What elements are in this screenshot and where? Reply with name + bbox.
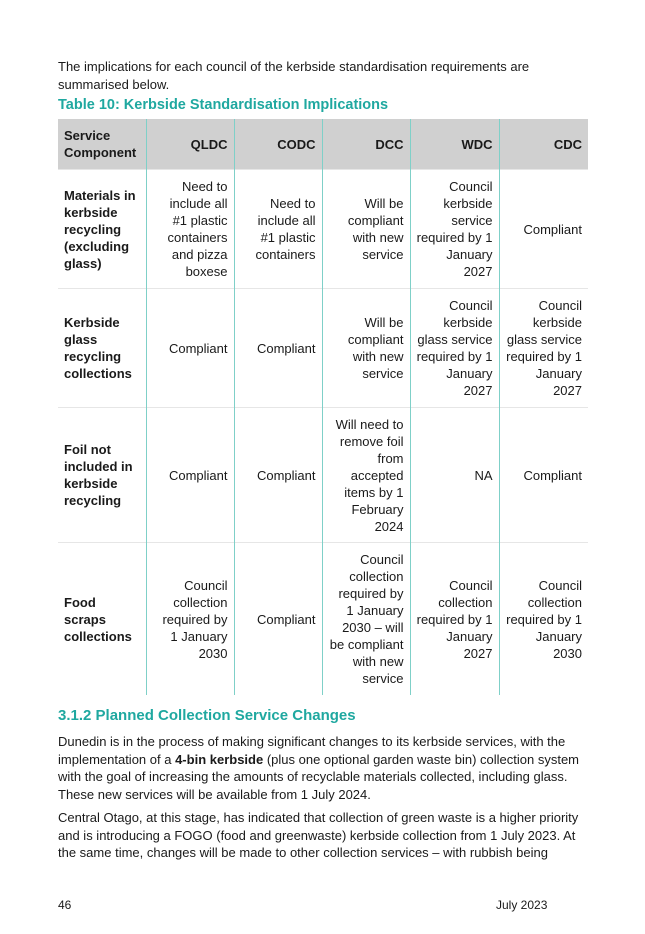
header-dcc: DCC: [322, 119, 410, 170]
cell-qldc: Council collection required by 1 January 2030: [146, 543, 234, 696]
cell-qldc: Need to include all #1 plastic containers and pizza boxese: [146, 170, 234, 289]
intro-paragraph: The implications for each council of the kerbside standardisation requirements are summarised below.: [58, 59, 530, 92]
dunedin-paragraph: [58, 733, 588, 803]
row-label: Kerbside glass recycling collections: [58, 289, 146, 408]
table-row: [58, 543, 588, 696]
page-number: 46: [58, 898, 72, 912]
header-wdc: WDC: [410, 119, 499, 170]
cell-wdc: Council kerbside service required by 1 January 2027: [410, 170, 499, 289]
cell-dcc: Will be compliant with new service: [322, 289, 410, 408]
document-page: [58, 58, 588, 868]
table-row: [58, 408, 588, 543]
cell-cdc: Council collection required by 1 January 2030: [499, 543, 588, 696]
cell-codc: Need to include all #1 plastic containers: [234, 170, 322, 289]
cell-cdc: Compliant: [499, 170, 588, 289]
table-caption: Table 10: Kerbside Standardisation Implications: [58, 97, 389, 113]
cell-wdc: Council collection required by 1 January 2027: [410, 543, 499, 696]
header-codc: CODC: [234, 119, 322, 170]
footer-date: July 2023: [496, 898, 548, 912]
central-otago-paragraph: Central Otago, at this stage, has indicated that collection of green waste is a higher priority and is introducing a FOGO (food and greenwaste) kerbside collection from 1 July 2023. At the same time, changes will be made to other collection services – with rubbish being: [58, 810, 579, 860]
header-service-component: Service Component: [58, 119, 146, 170]
para-text: Dunedin is in the process of making significant changes to its kerbside services, with the implementation of a: [58, 734, 566, 767]
header-qldc: QLDC: [146, 119, 234, 170]
section-heading: 3.1.2 Planned Collection Service Changes: [58, 707, 356, 724]
cell-codc: Compliant: [234, 543, 322, 696]
cell-dcc: Will be compliant with new service: [322, 170, 410, 289]
para-bold-text: 4-bin kerbside: [175, 751, 264, 767]
row-label: Food scraps collections: [58, 543, 146, 696]
header-cdc: CDC: [499, 119, 588, 170]
table-row: [58, 289, 588, 408]
cell-qldc: Compliant: [146, 408, 234, 543]
cell-wdc: Council kerbside glass service required by 1 January 2027: [410, 289, 499, 408]
cell-cdc: Compliant: [499, 408, 588, 543]
cell-cdc: Council kerbside glass service required by 1 January 2027: [499, 289, 588, 408]
row-label: Foil not included in kerbside recycling: [58, 408, 146, 543]
cell-qldc: Compliant: [146, 289, 234, 408]
cell-dcc: Will need to remove foil from accepted items by 1 February 2024: [322, 408, 410, 543]
para-text: (plus one optional garden waste bin) collection system with the goal of increasing the amounts of recyclable materials collected, including glass. These new services will be available from 1 July 2024.: [58, 751, 580, 802]
cell-wdc: NA: [410, 408, 499, 543]
table-row: [58, 170, 588, 289]
cell-codc: Compliant: [234, 289, 322, 408]
cell-dcc: Council collection required by 1 January 2030 – will be compliant with new service: [322, 543, 410, 696]
table-header-row: [58, 119, 588, 170]
row-label: Materials in kerbside recycling (excluding glass): [58, 170, 146, 289]
implications-table: [58, 119, 588, 695]
cell-codc: Compliant: [234, 408, 322, 543]
